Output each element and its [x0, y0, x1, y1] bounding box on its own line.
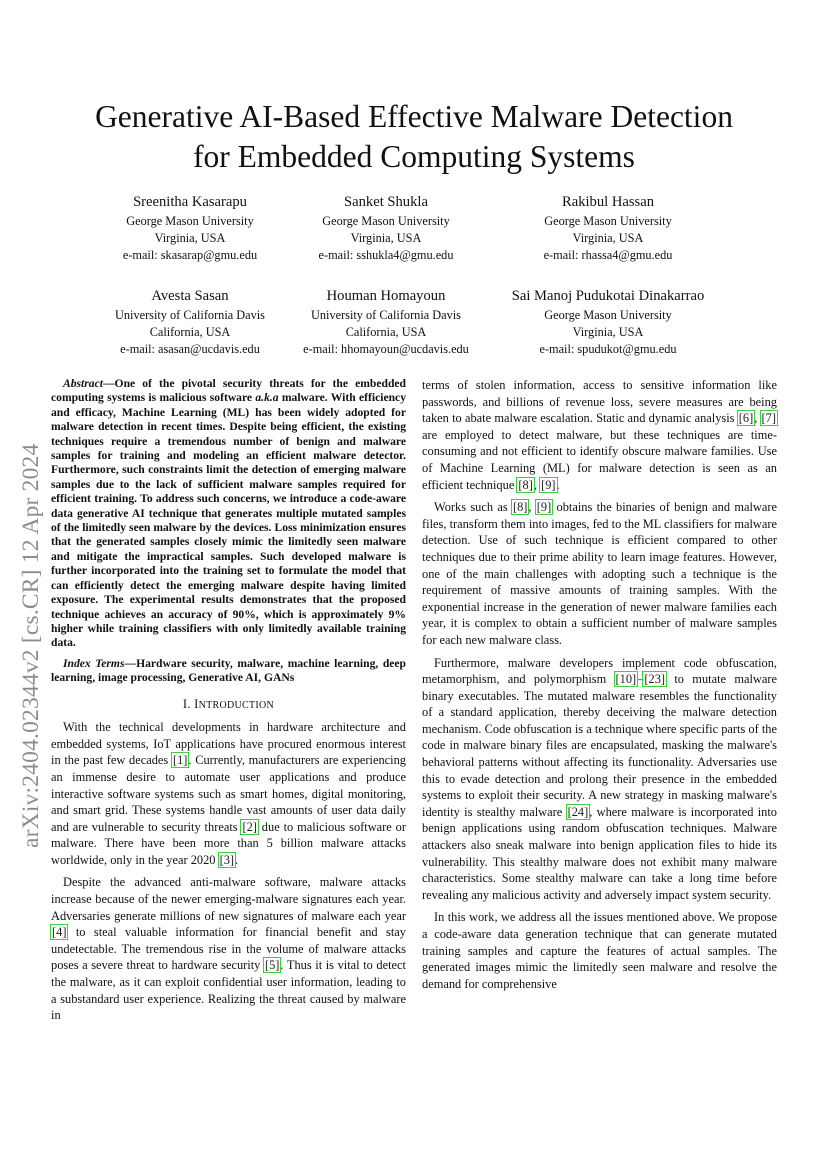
author-email: e-mail: hhomayoun@ucdavis.edu — [303, 342, 469, 356]
text-run: . — [235, 852, 239, 867]
author-block — [528, 191, 688, 264]
text-run: due to malicious software or malware. There have been more than 5 billion malware attacks worldwide, only in the year 2020 — [51, 819, 406, 867]
text-run: to mutate malware binary executables. The mutated malware resembles the functionality of a standard application, thereby deceiving the malware detection mechanism. Code obfuscation is a technique where specific parts of the code in malware binary files are encapsulated, masking the malware's behavioral patterns without affecting its functionality. Adversaries use this to evade detection and prolong their presence in the embedded systems to exploit their security. A new strategy in masking malware's identity is stealthy malware — [422, 672, 777, 819]
text-run: terms of stolen information, access to sensitive information like passwords, and billions of revenue loss, severe measures are being taken to abate malware escalation. Static and dynamic analysis — [422, 378, 777, 426]
text-run: Furthermore, malware developers implement code obfuscation, metamorphism, and polymorphism — [422, 655, 777, 687]
abstract-text-a: One of the pivotal security threats for the embedded computing systems is malicious software — [51, 377, 406, 405]
title-line-1: Generative AI-Based Effective Malware Detection — [95, 99, 733, 134]
citation-link[interactable]: [9] — [541, 477, 556, 492]
author-block — [291, 285, 481, 358]
author-email: e-mail: spudukot@gmu.edu — [539, 342, 677, 356]
text-run: , where malware is incorporated into benign applications using random obfuscation techniques. Malware attackers also sneak malware into benign application files to hide its vulnerability. This stealthy malware does not exhibit many malware characteristics. Some stealthy malware can take a long time before revealing any malicious activity and adversely impact system security. — [422, 804, 777, 902]
author-location: Virginia, USA — [572, 231, 644, 245]
section-heading-introduction — [51, 696, 406, 715]
title-line-2: for Embedded Computing Systems — [193, 139, 635, 174]
citation-link[interactable]: [9] — [536, 500, 552, 515]
citation-link[interactable]: [2] — [242, 819, 257, 834]
section-number: I. I — [182, 696, 199, 711]
paper-title — [40, 97, 788, 177]
author-location: Virginia, USA — [572, 325, 644, 339]
text-run: Works such as — [434, 500, 512, 515]
text-run: , — [754, 411, 761, 426]
left-column — [51, 377, 406, 1024]
author-name: Houman Homayoun — [326, 288, 446, 304]
abstract — [51, 377, 406, 651]
intro-paragraph — [422, 377, 777, 493]
citation-link[interactable]: [23] — [644, 672, 666, 687]
author-email: e-mail: asasan@ucdavis.edu — [120, 342, 260, 356]
author-email: e-mail: skasarap@gmu.edu — [122, 248, 258, 262]
author-location: California, USA — [149, 325, 231, 339]
text-run: – — [637, 672, 644, 687]
author-block — [493, 285, 723, 358]
author-name: Sai Manoj Pudukotai Dinakarrao — [511, 288, 705, 304]
author-affiliation: George Mason University — [544, 308, 672, 322]
author-email: e-mail: sshukla4@gmu.edu — [318, 248, 454, 262]
author-block — [100, 285, 280, 358]
citation-link[interactable]: [10] — [615, 672, 637, 687]
author-affiliation: University of California Davis — [115, 308, 265, 322]
author-name: Sanket Shukla — [344, 194, 428, 210]
text-run: Despite the advanced anti-malware software, malware attacks increase because of the newer emerging-malware signatures each year. Adversaries generate millions of new signatures of malware each year — [51, 875, 406, 923]
abstract-text-b: malware. With efficiency and efficacy, Machine Learning (ML) has been widely adopted for malware detection in recent times. Despite being efficient, the existing techniques require a tremendous number of benign and malware samples for training and modeling an efficient malware detector. Furthermore, such constraints limit the detection of emerging malware samples due to the lack of sufficient malware samples required for efficient training. To address such concerns, we introduce a code-aware data generative AI technique that generates multiple mutated samples of the limitedly seen malware by the devices. Loss minimization ensures that the generated samples closely mimic the limitedly seen malware and mitigate the impractical samples. Such developed malware is further incorporated into the training set to formulate the model that can efficiently detect the emerging malware despite having limited exposure. The experimental results demonstrates that the proposed technique achieves an accuracy of 90%, which is approximately 9% higher while training classifiers with only limitedly available training data. — [51, 391, 406, 650]
citation-link[interactable]: [8] — [518, 477, 533, 492]
abstract-dash: — — [102, 377, 115, 390]
citation-link[interactable]: [8] — [512, 500, 528, 515]
citation-link[interactable]: [6] — [738, 411, 754, 426]
text-run: With the technical developments in hardware architecture and embedded systems, IoT applications have procured enormous interest in the past few decades — [51, 720, 406, 768]
intro-paragraph — [51, 874, 406, 1023]
index-terms-dash: — — [124, 656, 137, 670]
intro-paragraph: In this work, we address all the issues mentioned above. We propose a code-aware data generation technique that can generate mutated training samples and capture the features of actual samples. The generated images mimic the limitedly seen malware and resolve the demand for comprehensive — [422, 910, 777, 991]
author-affiliation: University of California Davis — [311, 308, 461, 322]
author-affiliation: George Mason University — [322, 214, 450, 228]
author-location: California, USA — [345, 325, 427, 339]
index-terms-text: Hardware security, malware, machine learning, deep learning, image processing, Generative AI, GANs — [51, 656, 407, 685]
index-terms — [51, 657, 406, 686]
author-affiliation: George Mason University — [544, 214, 672, 228]
text-run: . Thus it is vital to detect the malware, as it can exploit confidential user information, leading to a substandard user experience. Realizing the threat caused by malware in — [51, 958, 407, 1023]
author-name: Avesta Sasan — [151, 288, 229, 304]
text-run: , — [533, 477, 541, 492]
author-email: e-mail: rhassa4@gmu.edu — [543, 248, 673, 262]
text-run: , — [528, 500, 536, 515]
author-location: Virginia, USA — [154, 231, 226, 245]
citation-link[interactable]: [24] — [567, 804, 589, 819]
intro-paragraph — [422, 499, 777, 648]
author-location: Virginia, USA — [350, 231, 422, 245]
author-block — [110, 191, 270, 264]
text-run: obtains the binaries of benign and malware files, transform them into images, fed to the ML classifiers for malware detection. Use of such technique is efficient compared to other techniques due to their prime ability to learn image features. However, one of the main challenges with adopting such a technique is the requirement of massive amounts of training samples. With the exponential increase in the generation of newer malware families each year, it is complex to obtain a sufficient number of malware samples for each new malware class. — [422, 500, 777, 647]
intro-paragraph — [422, 655, 777, 904]
intro-paragraph — [51, 719, 406, 868]
arxiv-identifier-stamp: arXiv:2404.02344v2 [cs.CR] 12 Apr 2024 — [18, 443, 44, 848]
index-terms-label: Index Terms — [63, 656, 125, 670]
section-title-rest: NTRODUCTION — [198, 699, 275, 711]
text-run: . Currently, manufacturers are experiencing an immense desire to automate user applications and produce interactive software systems such as smart homes, digital monitoring, and smart grid. These systems handle vast amounts of user data daily and are vulnerable to security threats — [51, 753, 406, 834]
abstract-label: Abstract — [63, 377, 103, 390]
text-run: to steal valuable information for financial benefit and stay undetectable. The tremendous rise in the volume of malware attacks poses a severe threat to hardware security — [51, 925, 406, 973]
text-run: are employed to detect malware, but these techniques are time-consuming and not efficient to identify obscure malware families. Use of Machine Learning (ML) for malware detection is seen as an efficient technique — [422, 427, 777, 492]
author-name: Sreenitha Kasarapu — [133, 194, 247, 210]
citation-link[interactable]: [3] — [219, 852, 235, 867]
author-name: Rakibul Hassan — [561, 194, 654, 210]
author-affiliation: George Mason University — [126, 214, 254, 228]
citation-link[interactable]: [7] — [761, 411, 776, 426]
text-run: . — [556, 477, 560, 492]
citation-link[interactable]: [1] — [172, 753, 188, 768]
author-block — [306, 191, 466, 264]
abstract-aka: a.k.a — [255, 391, 279, 405]
citation-link[interactable]: [5] — [264, 958, 280, 973]
citation-link[interactable]: [4] — [52, 925, 67, 940]
right-column — [422, 377, 777, 992]
